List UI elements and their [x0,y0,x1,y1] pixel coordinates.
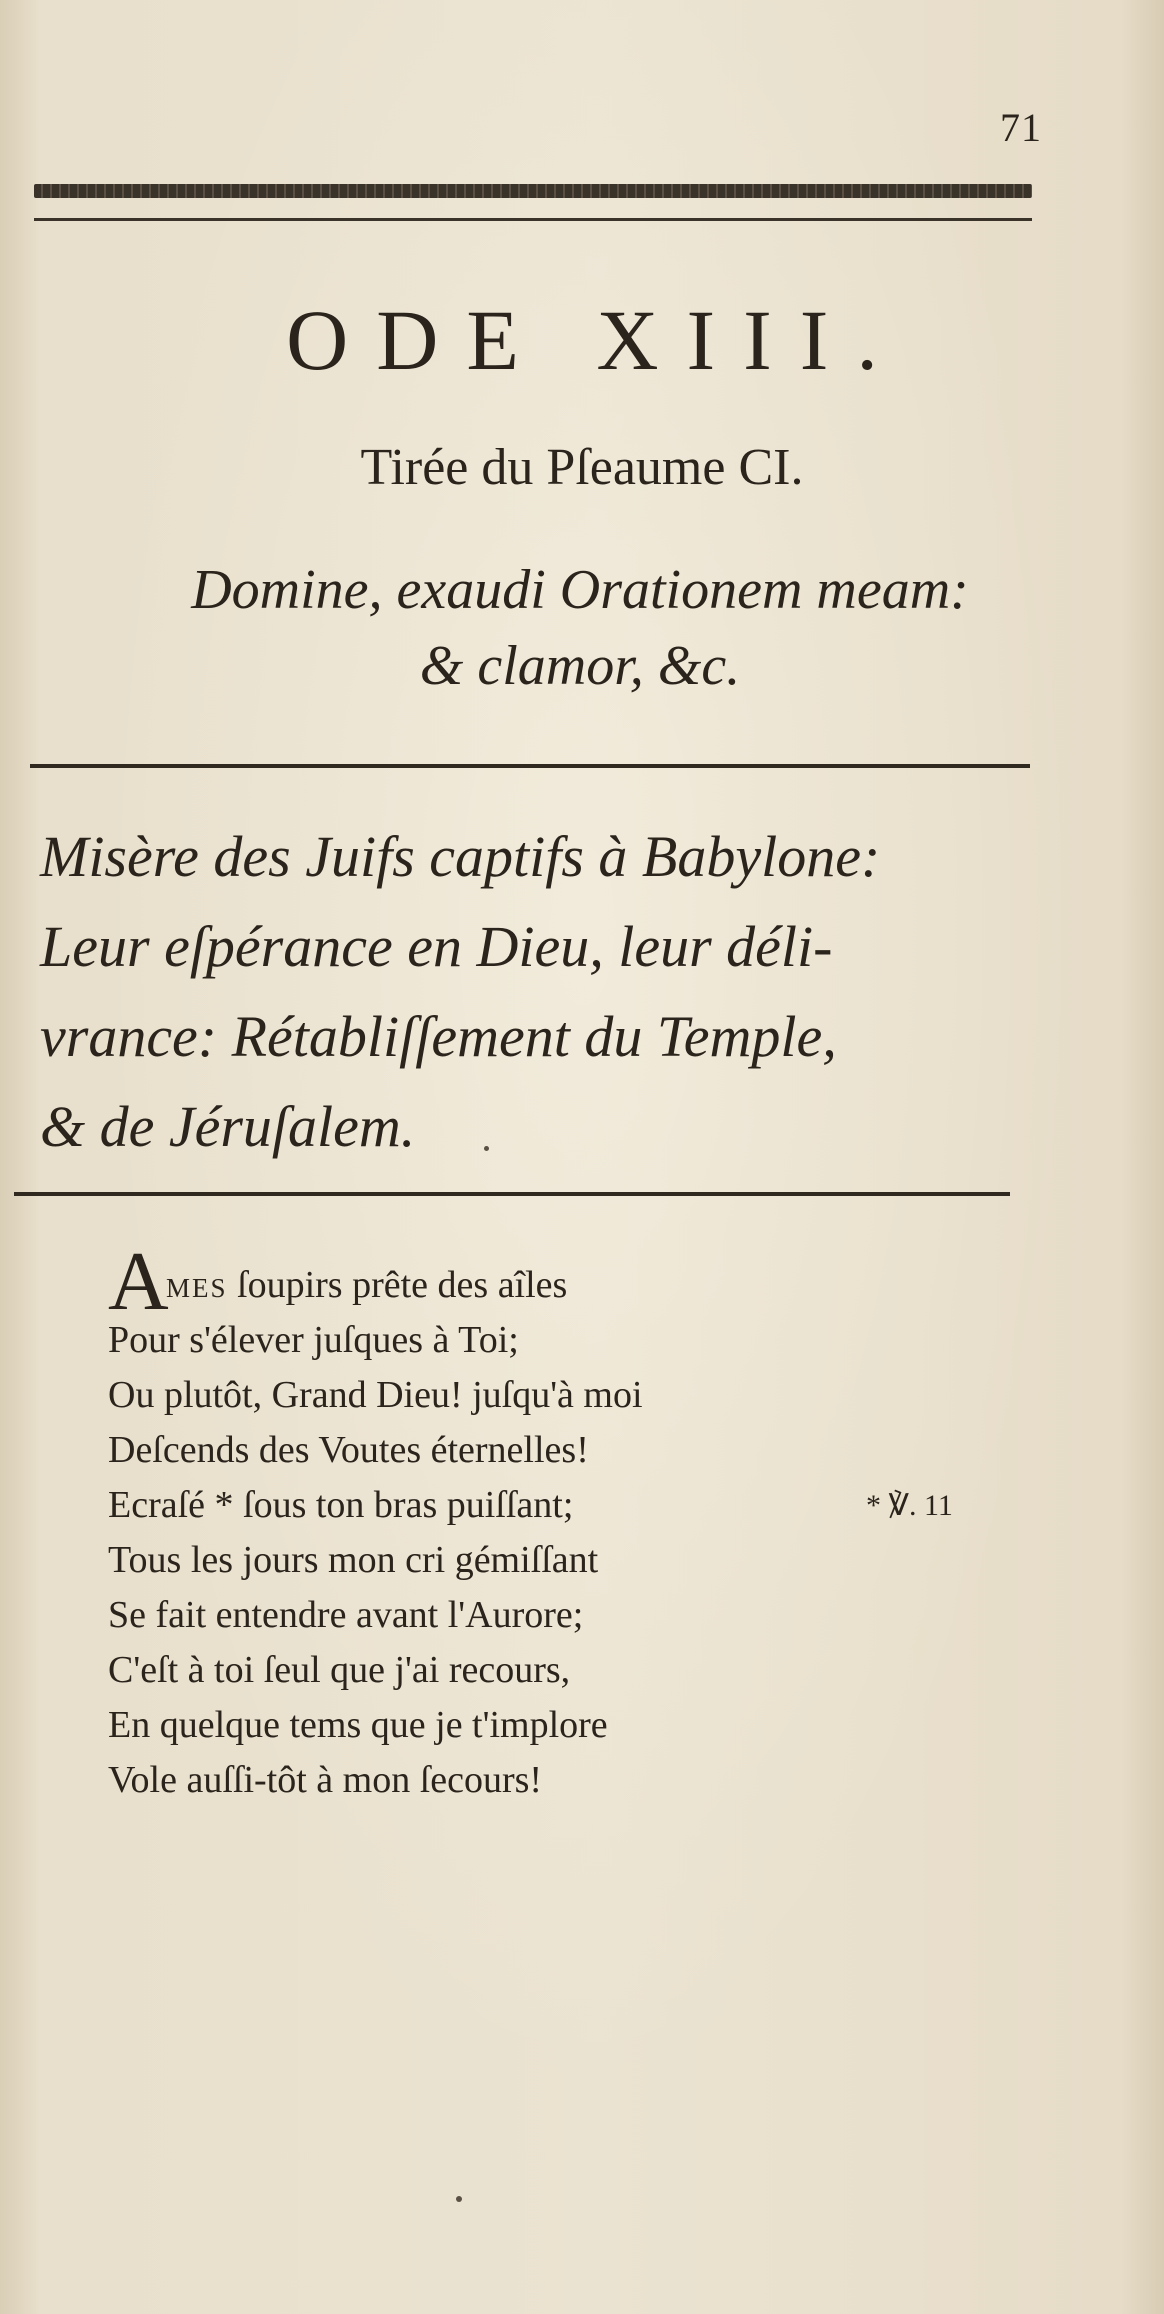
divider-rule-1 [30,764,1030,768]
verse-line-1-caps: mes [166,1264,228,1306]
verse-line-3: Ou plutôt, Grand Dieu! juſqu'à moi [108,1374,643,1416]
summary-line-3: vrance: Rétabliſſement du Temple, [40,1004,837,1069]
argument-summary [40,812,1070,1172]
summary-line-4: & de Jéruſalem. [40,1094,416,1159]
verse-line-7: Se fait entendre avant l'Aurore; [108,1594,584,1636]
verse-line-5 [108,1478,1048,1533]
ink-speck [484,1146,489,1151]
verse-line-4: Deſcends des Voutes éternelles! [108,1429,589,1471]
epigraph-line-2: & clamor, &c. [419,635,741,697]
verse-line-10: Vole auſſi-tôt à mon ſecours! [108,1759,543,1801]
summary-line-1: Misère des Juifs captifs à Babylone: [40,824,881,889]
ink-speck [456,2196,462,2202]
epigraph-line-1: Domine, exaudi Orationem meam: [191,559,969,621]
summary-line-2: Leur eſpérance en Dieu, leur déli- [40,914,833,979]
page-number: 71 [1000,105,1042,150]
rule-under-ornament [34,218,1032,221]
verse-line-1 [108,1235,1048,1328]
verse-line-2: Pour s'élever juſques à Toi; [108,1319,519,1361]
verse-line-5-text: Ecraſé * ſous ton bras puiſſant; [108,1484,574,1526]
verse-stanza [108,1235,1048,1808]
verse-line-1-rest: ſoupirs prête des aîles [227,1264,568,1306]
margin-note: * ℣. 11 [866,1489,953,1522]
drop-cap: A [108,1235,169,1328]
verse-line-6: Tous les jours mon cri gémiſſant [108,1539,599,1581]
verse-line-8: C'eſt à toi ſeul que j'ai recours, [108,1649,571,1691]
ornamental-rule-top [34,184,1032,198]
divider-rule-2 [14,1192,1010,1196]
ode-title: ODE XIII. [286,292,906,388]
verse-line-1-text [166,1258,567,1313]
latin-epigraph [60,552,1100,704]
ode-subtitle: Tirée du Pſeaume CI. [360,439,804,496]
verse-line-9: En quelque tems que je t'implore [108,1704,608,1746]
